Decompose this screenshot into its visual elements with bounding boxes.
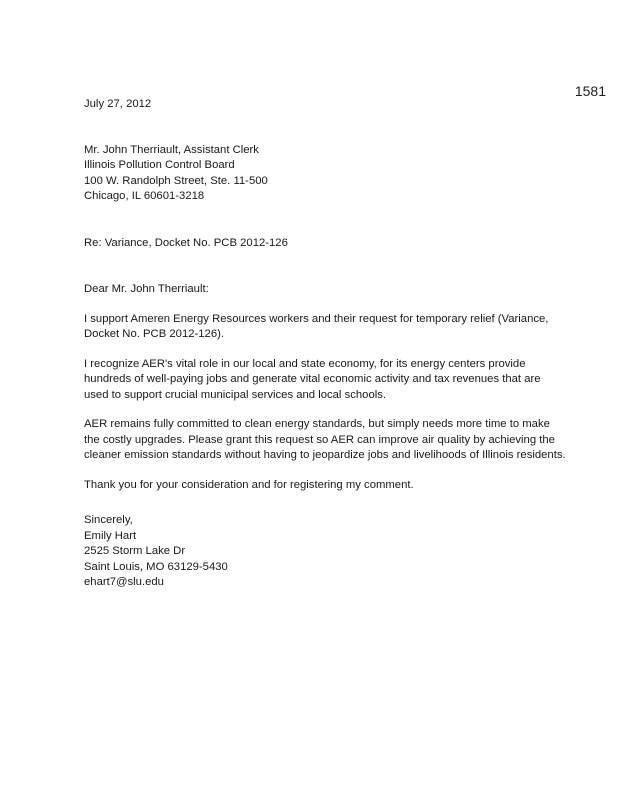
closing: Sincerely, [84,514,133,526]
paragraph-line: I recognize AER's vital role in our local and state economy, for its energy centers provide [84,357,526,370]
recipient-name: Mr. John Therriault, Assistant Clerk [84,143,259,156]
letter-body [84,97,589,591]
letter-date: July 27, 2012 [84,98,152,110]
paragraph-line: the costly upgrades. Please grant this request so AER can improve air quality by achieving the [84,433,555,446]
recipient-address [84,143,589,205]
paragraph-line: used to support crucial municipal services and local schools. [84,388,387,401]
sender-street: 2525 Storm Lake Dr [84,545,186,557]
recipient-street: 100 W. Randolph Street, Ste. 11-500 [84,174,268,187]
paragraph-support [84,312,589,343]
paragraph-line: Docket No. PCB 2012-126). [84,328,225,340]
signature-block [84,513,589,591]
paragraph-standards [84,417,589,464]
sender-city: Saint Louis, MO 63129-5430 [84,560,228,573]
paragraph-economy [84,357,589,404]
paragraph-line: I support Ameren Energy Resources workers and their request for temporary relief (Variance, [84,312,549,325]
paragraph-line: Thank you for your consideration and for registering my comment. [84,478,414,491]
paragraph-line: cleaner emission standards without having to jeopardize jobs and livelihoods of Illinois residents. [84,449,566,461]
paragraph-thanks [84,478,589,494]
page-number: 1581 [574,83,606,99]
paragraph-line: hundreds of well-paying jobs and generate vital economic activity and tax revenues that are [84,373,541,385]
sender-email: ehart7@slu.edu [84,576,164,588]
recipient-organization: Illinois Pollution Control Board [84,159,235,171]
paragraph-line: AER remains fully committed to clean energy standards, but simply needs more time to make [84,418,550,430]
subject-line: Re: Variance, Docket No. PCB 2012-126 [84,236,288,249]
recipient-city: Chicago, IL 60601-3218 [84,190,205,202]
sender-name: Emily Hart [84,529,137,542]
salutation: Dear Mr. John Therriault: [84,283,209,295]
